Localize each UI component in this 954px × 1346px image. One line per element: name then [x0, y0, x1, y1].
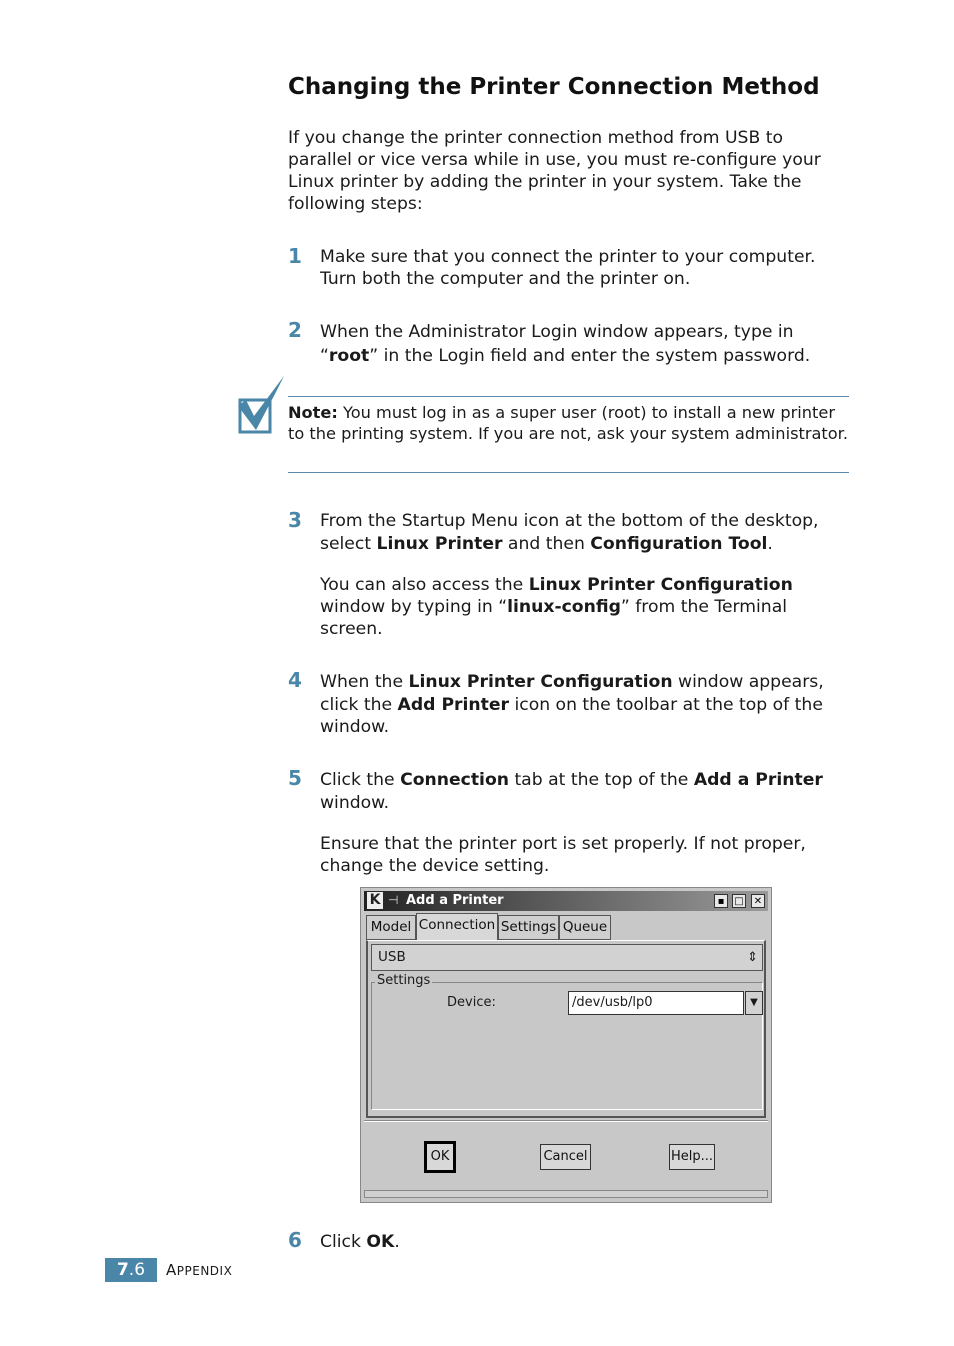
step-5-extra-line-2: change the device setting. [320, 856, 550, 876]
step-number: 2 [288, 318, 302, 342]
dialog-separator [364, 1120, 768, 1122]
note-bottom-rule [288, 472, 849, 473]
step-number: 3 [288, 508, 302, 532]
tab-connection[interactable]: Connection [416, 913, 498, 941]
step-number: 1 [288, 244, 302, 268]
help-button[interactable]: Help... [669, 1144, 715, 1170]
connection-type-select[interactable] [371, 944, 763, 971]
step-6-line-1: Click OK. [320, 1232, 400, 1252]
minimize-icon[interactable]: ▪ [714, 894, 728, 908]
section-label: APPENDIX [166, 1261, 233, 1279]
spinner-arrows-icon: ⇕ [747, 950, 758, 965]
checkmark-note-icon [236, 374, 288, 438]
settings-group-label: Settings [377, 973, 431, 988]
step-4-line-1: When the Linux Printer Configuration window appears, [320, 672, 824, 692]
step-1-line-1: Make sure that you connect the printer to your computer. [320, 247, 816, 267]
step-number: 5 [288, 766, 302, 790]
step-4-line-2: click the Add Printer icon on the toolbar at the top of the [320, 695, 823, 715]
step-3-extra-line-1: You can also access the Linux Printer Configuration [320, 575, 793, 595]
device-label: Device: [447, 995, 496, 1010]
note-text: Note: You must log in as a super user (root) to install a new printer to the printing system. If you are not, ask your system administrator. [288, 403, 848, 443]
maximize-icon[interactable]: □ [732, 894, 746, 908]
dialog-titlebar[interactable] [364, 891, 768, 911]
step-5-line-2: window. [320, 793, 390, 813]
dialog-status-bar [364, 1190, 768, 1198]
step-number: 4 [288, 668, 302, 692]
tab-queue[interactable]: Queue [559, 915, 611, 940]
step-2-line-1: When the Administrator Login window appears, type in [320, 322, 794, 342]
connection-type-value: USB [378, 949, 406, 965]
tab-settings[interactable]: Settings [498, 915, 559, 940]
step-3-extra-line-3: screen. [320, 619, 383, 639]
step-5-line-1: Click the Connection tab at the top of the Add a Printer [320, 770, 823, 790]
settings-groupbox [371, 973, 763, 1110]
add-printer-dialog [360, 887, 772, 1203]
dialog-title: Add a Printer [406, 893, 504, 908]
cancel-button[interactable]: Cancel [540, 1144, 591, 1170]
close-icon[interactable]: ✕ [751, 894, 765, 908]
connection-panel [366, 940, 766, 1118]
pin-icon[interactable]: ⊣ [388, 893, 399, 907]
step-4-line-3: window. [320, 717, 390, 737]
step-3-line-2: select Linux Printer and then Configuration Tool. [320, 534, 773, 554]
intro-paragraph: If you change the printer connection method from USB to parallel or vice versa while in use, you must re-configure your Linux printer by adding the printer in your system. Take the following steps: [288, 128, 821, 214]
step-5-extra-line-1: Ensure that the printer port is set properly. If not proper, [320, 834, 806, 854]
ok-button[interactable]: OK [424, 1141, 456, 1173]
step-1-line-2: Turn both the computer and the printer on. [320, 269, 691, 289]
page-title: Changing the Printer Connection Method [288, 74, 820, 100]
step-3-extra-line-2: window by typing in “linux-config” from the Terminal [320, 597, 788, 617]
kde-logo-icon[interactable]: K [367, 892, 383, 909]
step-2-line-2: “root” in the Login field and enter the system password. [320, 346, 811, 366]
note-top-rule [288, 396, 849, 397]
device-input[interactable]: /dev/usb/lp0 [568, 991, 744, 1015]
tab-model[interactable]: Model [366, 915, 416, 940]
chevron-down-icon[interactable]: ▼ [745, 991, 763, 1015]
page-number-badge: 7.6 [105, 1258, 157, 1282]
step-3-line-1: From the Startup Menu icon at the bottom of the desktop, [320, 511, 819, 531]
step-number: 6 [288, 1228, 302, 1252]
